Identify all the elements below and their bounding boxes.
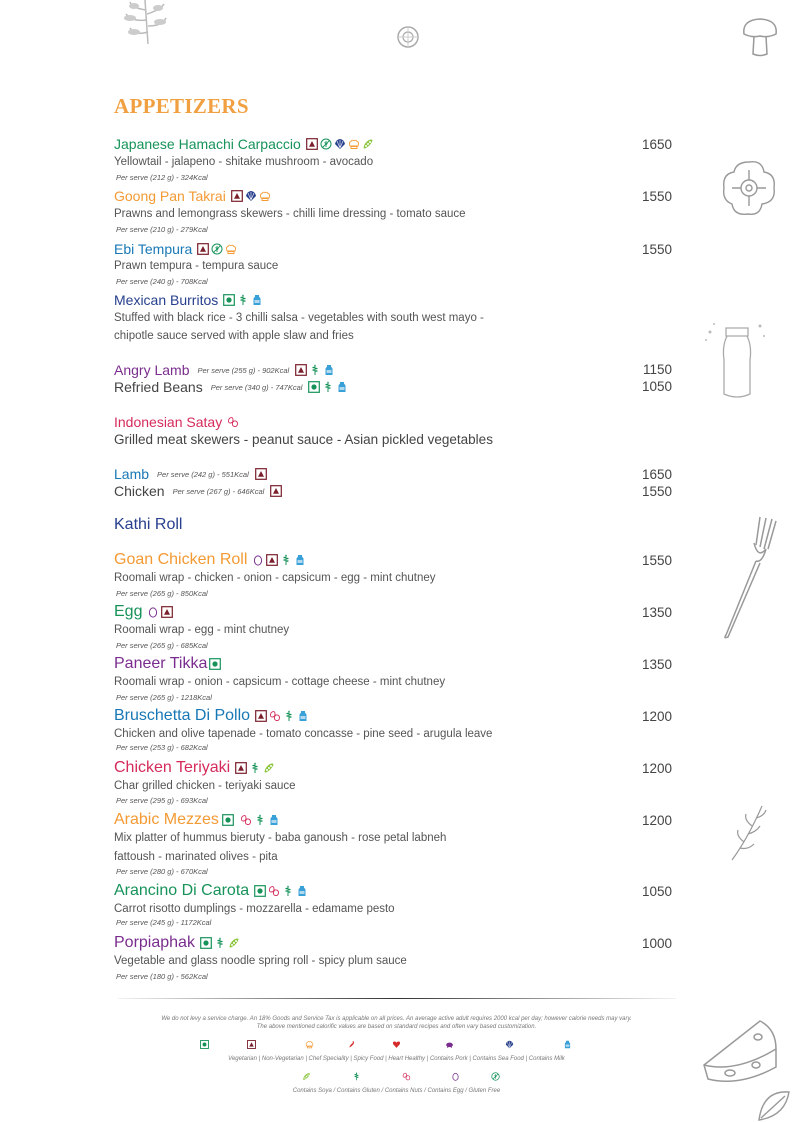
item-price: 1150 [642,362,672,377]
item-name: Indonesian Satay [114,414,223,430]
lemon-sketch-icon [396,25,420,49]
gluten-icon [249,762,261,774]
item-description: Grilled meat skewers - peanut sauce - Asian pickled vegetables [114,432,493,447]
item-calories: Per serve (255 g) - 902Kcal [197,365,290,375]
veg-icon [308,381,320,393]
sub-section-title: Kathi Roll [114,516,183,533]
gluten-icon [322,381,334,393]
veg-icon [200,1040,209,1049]
item-name: Chicken Teriyaki [114,759,231,776]
item-price: 1200 [641,709,672,724]
gluten-icon [309,364,321,376]
item-calories: Per serve (265 g) - 850Kcal [116,589,208,598]
sub-section-kathi-roll [114,515,182,535]
gluten-free-icon [491,1072,500,1081]
item-description: Prawn tempura - tempura sauce [114,260,279,272]
item-description: Yellowtail - jalapeno - shitake mushroom - avocado [114,156,374,168]
non-veg-icon [161,606,173,618]
section-title: APPETIZERS [114,94,249,118]
item-description: Prawns and lemongrass skewers - chilli lime dressing - tomato sauce [114,208,466,220]
soya-icon [263,762,275,774]
soya-icon [302,1072,311,1081]
item-name: Goong Pan Takrai [114,188,226,204]
menu-item-mexican-burritos [114,290,263,310]
salt-shaker-sketch-icon [700,320,770,400]
gluten-icon [214,937,226,949]
item-calories: Per serve (180 g) - 562Kcal [116,972,208,981]
gluten-icon [237,294,249,306]
soya-icon [228,937,240,949]
item-price: 1550 [641,484,672,499]
item-name: Porpiaphak [114,934,195,951]
item-description: Mix platter of hummus bieruty - baba ganoush - rose petal labneh [114,832,447,844]
item-price: 1550 [641,242,672,257]
egg-icon [451,1072,460,1081]
chef-speciality-icon [305,1040,314,1049]
menu-item-ebi-tempura [114,239,237,259]
spicy-icon [347,1040,356,1049]
non-veg-icon [197,243,209,255]
item-calories: Per serve (267 g) - 646Kcal [172,486,265,496]
heart-healthy-icon [392,1040,401,1049]
item-name: Japanese Hamachi Carpaccio [114,136,301,152]
milk-icon [268,814,280,826]
non-veg-icon [255,710,267,722]
item-name: Paneer Tikka [114,655,208,672]
legend-row-1 [0,1040,793,1062]
item-calories: Per serve (295 g) - 693Kcal [116,796,208,805]
item-price: 1000 [641,936,672,951]
menu-item-paneer-tikka [114,654,221,674]
veg-icon [222,814,234,826]
gluten-icon [282,885,294,897]
menu-item-porpiaphak [114,933,240,953]
nuts-icon [268,885,280,897]
item-price: 1350 [641,605,672,620]
gluten-icon [352,1072,361,1081]
gluten-free-icon [211,243,223,255]
non-veg-icon [270,485,282,497]
item-price: 1050 [641,379,672,394]
footer-divider [118,998,676,999]
item-name: Refried Beans [114,379,203,395]
item-calories: Per serve (280 g) - 670Kcal [116,867,208,876]
gluten-free-icon [320,138,332,150]
chef-speciality-icon [225,243,237,255]
item-price: 1200 [641,813,672,828]
item-price: 1350 [641,657,672,672]
item-price: 1650 [641,137,672,152]
item-calories: Per serve (210 g) - 279Kcal [116,225,208,234]
milk-icon [294,554,306,566]
milk-icon [336,381,348,393]
milk-icon [251,294,263,306]
item-description: Chicken and olive tapenade - tomato concasse - pine seed - arugula leave [114,728,493,740]
milk-icon [296,885,308,897]
nuts-icon [240,814,252,826]
item-calories: Per serve (253 g) - 682Kcal [116,743,208,752]
chef-speciality-icon [259,190,271,202]
menu-item-chicken [114,481,282,501]
flower-sketch-icon [720,158,778,218]
item-name: Angry Lamb [114,362,190,378]
menu-item-goan-chicken-roll [114,550,306,570]
menu-item-refried-beans [114,377,348,397]
item-name: Mexican Burritos [114,292,219,308]
gluten-icon [280,554,292,566]
footer-tax-note: We do not levy a service charge. An 18% Goods and Service Tax is applicable on all prices. An average active adult requires 2000 kcal per day; however calorie needs may vary. [161,1016,632,1022]
nuts-icon [269,710,281,722]
chef-speciality-icon [348,138,360,150]
veg-icon [223,294,235,306]
menu-item-chicken-teriyaki [114,758,275,778]
menu-item-egg [114,602,173,622]
menu-item-goong-pan-takrai [114,186,271,206]
veg-icon [209,658,221,670]
legend-labels-2: Contains Soya / Contains Gluten / Contains Nuts / Contains Egg / Gluten Free [292,1088,501,1094]
menu-item-arabic-mezzes [114,810,280,830]
veg-icon [200,937,212,949]
item-calories: Per serve (242 g) - 551Kcal [157,469,249,479]
item-price: 1550 [641,553,672,568]
menu-item-arancino-di-carota [114,881,308,901]
nuts-icon [227,416,239,428]
fork-sketch-icon [720,515,780,640]
item-description: Roomali wrap - egg - mint chutney [114,624,290,636]
item-description: Roomali wrap - chicken - onion - capsicum - egg - mint chutney [114,572,436,584]
seafood-icon [505,1040,514,1049]
mushroom-sketch-icon [740,16,780,58]
non-veg-icon [247,1040,256,1049]
non-veg-icon [295,364,307,376]
item-price: 1550 [641,189,672,204]
legend-labels-1: Vegetarian | Non-Vegetarian | Chef Speciality | Spicy Food | Heart Healthy | Contains Pork | Contains Sea Food | Contains Milk [228,1056,565,1062]
milk-icon [563,1040,572,1049]
seafood-icon [334,138,346,150]
item-price: 1050 [641,884,672,899]
item-name: Goan Chicken Roll [114,551,248,568]
non-veg-icon [306,138,318,150]
item-description: fattoush - marinated olives - pita [114,851,278,863]
veg-icon [254,885,266,897]
gluten-icon [254,814,266,826]
item-calories: Per serve (340 g) - 747Kcal [210,382,303,392]
milk-icon [297,710,309,722]
item-calories: Per serve (240 g) - 708Kcal [116,277,208,286]
nuts-icon [402,1072,411,1081]
egg-icon [252,554,264,566]
gluten-icon [283,710,295,722]
herb-sketch-icon [120,0,170,48]
item-calories: Per serve (265 g) - 685Kcal [116,641,208,650]
item-name: Egg [114,603,143,620]
item-description: Roomali wrap - onion - capsicum - cottage cheese - mint chutney [114,676,446,688]
soya-icon [362,138,374,150]
item-description: Carrot risotto dumplings - mozzarella - edamame pesto [114,903,395,915]
item-description: chipotle sauce served with apple slaw and fries [114,330,354,342]
non-veg-icon [235,762,247,774]
pork-icon [445,1040,454,1049]
item-description: Vegetable and glass noodle spring roll - spicy plum sauce [114,955,407,967]
menu-item-bruschetta-di-pollo [114,706,309,726]
item-calories: Per serve (245 g) - 1172Kcal [116,918,212,927]
item-name: Arabic Mezzes [114,811,219,828]
item-calories: Per serve (212 g) - 324Kcal [116,173,208,182]
item-description: Stuffed with black rice - 3 chilli salsa - vegetables with south west mayo - [114,312,484,324]
non-veg-icon [255,468,267,480]
herb-sprig-sketch-icon [728,802,770,864]
item-name: Arancino Di Carota [114,882,250,899]
egg-icon [147,606,159,618]
seafood-icon [245,190,257,202]
item-name: Lamb [114,466,150,482]
non-veg-icon [266,554,278,566]
item-price: 1650 [641,467,672,482]
menu-item-hamachi [114,134,374,154]
item-calories: Per serve (265 g) - 1218Kcal [116,693,212,702]
legend-row-2 [0,1072,793,1094]
non-veg-icon [231,190,243,202]
item-price: 1200 [641,761,672,776]
footer-calorie-note: The above mentioned calorific values are based on standard recipes and often vary based customization. [256,1024,537,1030]
item-name: Chicken [114,483,165,499]
item-name: Bruschetta Di Pollo [114,707,251,724]
milk-icon [323,364,335,376]
menu-item-indonesian-satay [114,412,239,432]
item-name: Ebi Tempura [114,241,193,257]
item-description: Char grilled chicken - teriyaki sauce [114,780,296,792]
